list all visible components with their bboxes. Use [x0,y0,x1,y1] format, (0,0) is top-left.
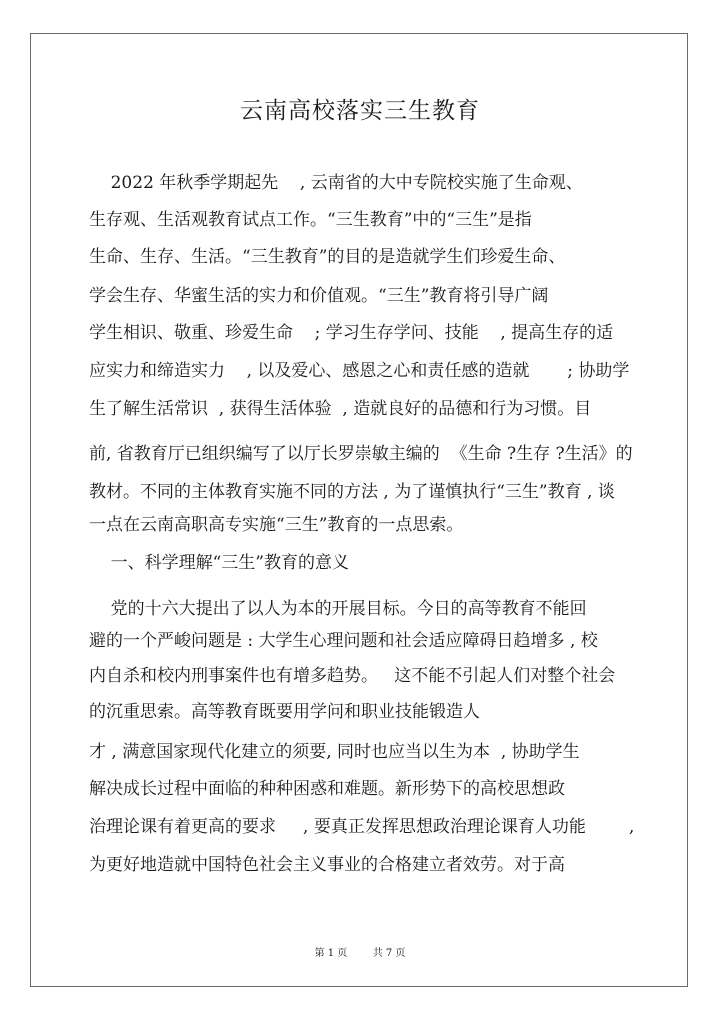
paragraph-line: 一点在云南高职高专实施“三生”教育的一点思索。 [89,515,464,535]
paragraph-line: 应实力和缔造实力 , 以及爱心、感恩之心和责任感的造就 ; 协助学 [89,361,630,381]
paragraph-line: 生了解生活常识 , 获得生活体验 , 造就良好的品德和行为习惯。目 [89,399,592,419]
paragraph-line: 学会生存、华蜜生活的实力和价值观。“三生”教育将引导广阔 [89,286,549,306]
paragraph-line: 为更好地造就中国特色社会主义事业的合格建立者效劳。对于高 [89,855,565,875]
paragraph-line: 生命、生存、生活。“三生教育”的目的是造就学生们珍爱生命、 [89,247,566,267]
paragraph-line: 前, 省教育厅已组织编写了以厅长罗崇敏主编的 《生命 ?生存 ?生活》的 [89,444,633,464]
paragraph-line: 的沉重思索。高等教育既要用学问和职业技能锻造人 [89,702,480,722]
section-heading: 一、科学理解“三生”教育的意义 [89,553,349,573]
paragraph-line: 治理论课有着更高的要求 , 要真正发挥思想政治理论课育人功能 , [89,817,635,837]
paragraph-line: 学生相识、敬重、珍爱生命 ; 学习生存学问、技能 , 提高生存的适 [89,323,614,343]
paragraph-line: 解决成长过程中面临的种种困惑和难题。新形势下的高校思想政 [89,779,565,799]
paragraph-line: 生存观、生活观教育试点工作。“三生教育”中的“三生”是指 [89,210,532,230]
paragraph-line: 才 , 满意国家现代化建立的须要, 同时也应当以生为本 , 协助学生 [89,742,580,762]
paragraph-line: 避的一个严峻问题是 : 大学生心理问题和社会适应障碍日趋增多 , 校 [89,631,598,651]
page-number-footer: 第 1 页 共 7 页 [314,948,406,959]
paragraph-line: 内自杀和校内刑事案件也有增多趋势。 这不能不引起人们对整个社会 [89,666,616,686]
paragraph-line: 教材。不同的主体教育实施不同的方法 , 为了谨慎执行“三生”教育 , 谈 [89,482,615,502]
document-title: 云南高校落实三生教育 [240,98,480,124]
paragraph-line: 2022 年秋季学期起先 , 云南省的大中专院校实施了生命观、 [89,173,583,193]
paragraph-line: 党的十六大提出了以人为本的开展目标。今日的高等教育不能回 [89,599,587,619]
